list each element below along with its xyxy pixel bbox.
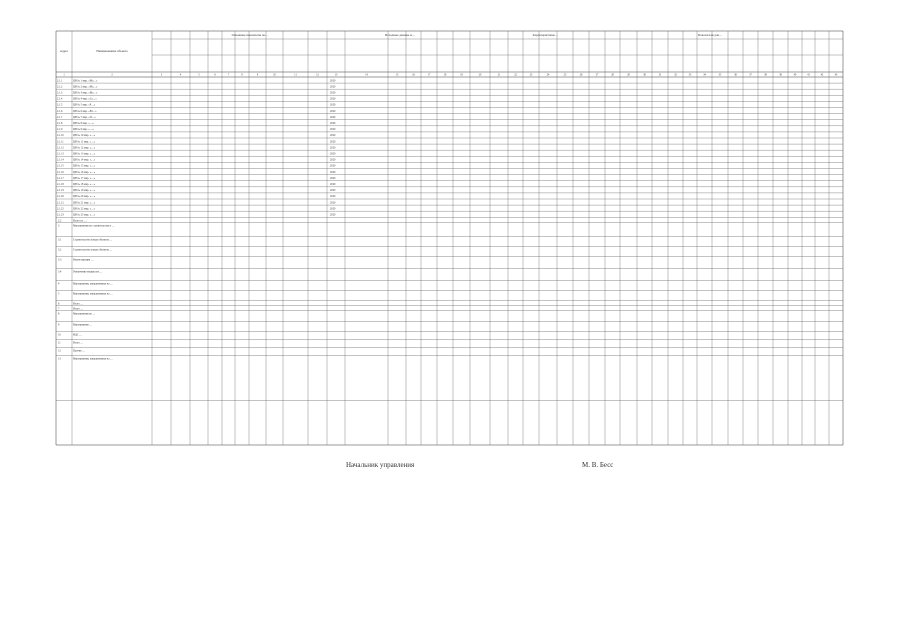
column-number: 6	[214, 73, 216, 77]
section-text: Мероприятия …	[73, 323, 92, 327]
row-year: 2020	[330, 122, 336, 125]
column-number: 22	[514, 73, 517, 77]
section-number: 6	[58, 302, 60, 306]
row-name: ЦВ № 10 мкр. «…»	[73, 134, 96, 138]
section-text: Мероприятия по строительству и …	[73, 224, 115, 228]
row-year: 2020	[330, 97, 336, 101]
section-text: Мероприятия, направленные на …	[73, 357, 113, 361]
column-number: 29	[627, 73, 630, 77]
row-code: 2.1.23	[57, 213, 64, 217]
column-number: 8	[241, 73, 243, 77]
column-header-name: Наименование объекта	[96, 49, 128, 53]
row-year: 2020	[330, 195, 336, 199]
row-name: ЦВ № 8 мкр. «…»	[73, 122, 94, 125]
section-text: Мероприятия, направленные на …	[73, 292, 113, 296]
column-number: 28	[611, 73, 614, 77]
row-year: 2020	[330, 128, 336, 132]
row-code: 2.1.19	[57, 189, 64, 193]
section-number: 10	[58, 333, 61, 337]
row-code: 2.1.12	[57, 146, 64, 150]
column-number: 38	[764, 73, 767, 77]
row-code: 2.1.17	[57, 176, 64, 180]
section-text: Реконструкция …	[73, 258, 94, 262]
column-number: 17	[427, 73, 431, 77]
row-name: ЦВ № 23 мкр. «…»	[73, 213, 96, 217]
row-year: 2020	[330, 207, 336, 211]
column-number: 13	[334, 73, 338, 77]
section-text: Строительство новых объектов …	[73, 248, 113, 252]
column-number: 32	[674, 73, 677, 77]
row-code: 2.1.10	[57, 134, 64, 138]
signature-name: М. В. Бесс	[582, 461, 614, 469]
row-name: ЦВ № 9 мкр. «…»	[73, 128, 94, 132]
section-number: 3.3	[58, 258, 62, 262]
section-number: 7	[58, 307, 60, 311]
row-year: 2020	[330, 170, 336, 174]
row-name: ЦВ № 12 мкр. «…»	[73, 146, 96, 150]
section-number: 3.1	[58, 238, 62, 242]
column-number: 25	[563, 73, 567, 77]
column-number: 16	[412, 73, 415, 77]
row-code: 2.1.4	[57, 97, 63, 101]
section-text: Увеличение мощности …	[73, 270, 103, 274]
section-text: Итого …	[73, 307, 84, 311]
row-year: 2020	[330, 189, 336, 193]
column-number: 4	[179, 73, 182, 77]
column-number: 12	[316, 73, 319, 77]
row-code: 2.1.5	[57, 103, 63, 107]
row-code: 2.1.8	[57, 122, 63, 125]
column-number: 37	[749, 73, 752, 77]
column-number: 43	[834, 73, 838, 77]
section-text: Итого по …	[73, 219, 87, 223]
row-name: ЦВ № 6 мкр. «Ю…»	[73, 109, 97, 113]
column-number: 40	[793, 73, 797, 77]
column-number: 18	[443, 73, 447, 77]
column-number: 36	[734, 73, 737, 77]
row-code: 2.1.7	[57, 115, 63, 119]
group-header: Исходные данные и…	[384, 33, 416, 37]
column-number: 33	[688, 73, 692, 77]
row-name: ЦВ № 2 мкр. «Мо…»	[73, 85, 98, 89]
row-year: 2020	[330, 115, 336, 119]
row-code: 2.1.22	[57, 207, 64, 211]
row-year: 2020	[330, 85, 336, 89]
column-number: 3	[160, 73, 163, 77]
group-header: Основные показатели по…	[231, 33, 269, 37]
column-number: 11	[294, 73, 297, 77]
column-number: 5	[198, 73, 200, 77]
row-code: 2.1.6	[57, 109, 63, 113]
row-name: ЦВ № 11 мкр. «…»	[73, 140, 95, 144]
section-text: Мероприятия по …	[73, 312, 96, 316]
row-code: 2.1.11	[57, 140, 64, 144]
section-number: 11	[58, 341, 61, 345]
row-name: ЦВ № 3 мкр. «Мо…»	[73, 91, 98, 95]
row-year: 2020	[330, 146, 336, 150]
section-number: 13	[58, 357, 61, 361]
section-number: 2.2	[58, 219, 62, 223]
row-name: ЦВ № 17 мкр. «…»	[73, 176, 96, 180]
row-year: 2020	[330, 134, 336, 138]
row-name: ЦВ № 4 мкр. «Са…»	[73, 97, 97, 101]
column-number: 15	[395, 73, 399, 77]
row-year: 2020	[330, 164, 336, 168]
section-number: 3.2	[58, 248, 62, 252]
column-number: 1	[63, 73, 65, 77]
column-number: 41	[807, 73, 810, 77]
column-number: 10	[273, 73, 276, 77]
column-number: 24	[546, 73, 550, 77]
section-number: 9	[58, 323, 60, 327]
row-name: ЦВ № 22 мкр. «…»	[73, 207, 96, 211]
row-name: ЦВ № 13 мкр. «…»	[73, 152, 96, 156]
row-name: ЦВ № 5 мкр. «Р…»	[73, 103, 96, 107]
column-number: 21	[497, 73, 501, 77]
section-number: 5	[58, 292, 60, 296]
column-number: 7	[227, 73, 230, 77]
row-code: 2.1.21	[57, 201, 64, 205]
row-code: 2.1.20	[57, 195, 64, 199]
row-name: ЦВ № 15 мкр. «…»	[73, 164, 96, 168]
column-header-address: Адрес	[59, 49, 69, 53]
column-number: 35	[718, 73, 722, 77]
column-number: 23	[529, 73, 533, 77]
section-text: НДС …	[73, 333, 82, 337]
row-name: ЦВ № 19 мкр. «…»	[73, 189, 96, 193]
row-year: 2020	[330, 158, 336, 162]
row-code: 2.1.14	[57, 158, 64, 162]
section-number: 3	[58, 224, 60, 228]
row-name: ЦВ № 14 мкр. «…»	[73, 158, 96, 162]
signature-title: Начальник управления	[346, 461, 415, 469]
row-year: 2020	[330, 183, 336, 186]
row-name: ЦВ № 21 мкр. «…»	[73, 201, 96, 205]
row-code: 2.1.16	[57, 170, 64, 174]
section-text: Прочие …	[73, 349, 85, 353]
column-number: 42	[820, 73, 824, 77]
group-header: Характеристики…	[532, 33, 558, 37]
column-number: 20	[478, 73, 482, 77]
column-number: 27	[595, 73, 599, 77]
group-header: Показатели для…	[697, 33, 723, 37]
row-year: 2020	[330, 91, 336, 95]
row-name: ЦВ № 20 мкр. «…»	[73, 195, 96, 199]
row-year: 2020	[330, 79, 336, 83]
row-year: 2020	[330, 213, 336, 217]
column-number: 26	[579, 73, 583, 77]
row-year: 2020	[330, 152, 336, 156]
section-number: 12	[58, 349, 61, 353]
row-name: ЦВ № 16 мкр. «…»	[73, 170, 96, 174]
section-text: Строительство новых объектов …	[73, 238, 113, 242]
row-name: ЦВ № 7 мкр. «П…»	[73, 115, 96, 119]
row-name: ЦВ № 1 мкр. «Мо…»	[73, 79, 98, 83]
row-code: 2.1.18	[57, 183, 64, 186]
section-number: 3.4	[58, 270, 62, 274]
section-text: Итого …	[73, 341, 84, 345]
row-code: 2.1.2	[57, 85, 63, 89]
row-code: 2.1.13	[57, 152, 64, 156]
column-number: 14	[365, 73, 368, 77]
column-number: 31	[658, 73, 662, 77]
row-year: 2020	[330, 109, 336, 113]
column-number: 39	[779, 73, 782, 77]
section-number: 8	[58, 312, 60, 316]
section-number: 4	[58, 282, 60, 286]
row-name: ЦВ № 18 мкр. «…»	[73, 183, 96, 186]
column-number: 30	[643, 73, 646, 77]
row-year: 2020	[330, 103, 336, 107]
row-code: 2.1.3	[57, 91, 63, 95]
row-year: 2020	[330, 201, 336, 205]
row-code: 2.1.1	[57, 79, 63, 83]
column-number: 2	[111, 73, 113, 77]
row-code: 2.1.9	[57, 128, 63, 132]
column-number: 9	[256, 73, 259, 77]
section-text: Мероприятия, направленные на …	[73, 282, 113, 286]
column-number: 19	[460, 73, 463, 77]
column-number: 34	[703, 73, 706, 77]
row-year: 2020	[330, 140, 336, 144]
section-text: Итого …	[73, 302, 84, 306]
row-code: 2.1.15	[57, 164, 64, 168]
row-year: 2020	[330, 176, 336, 180]
